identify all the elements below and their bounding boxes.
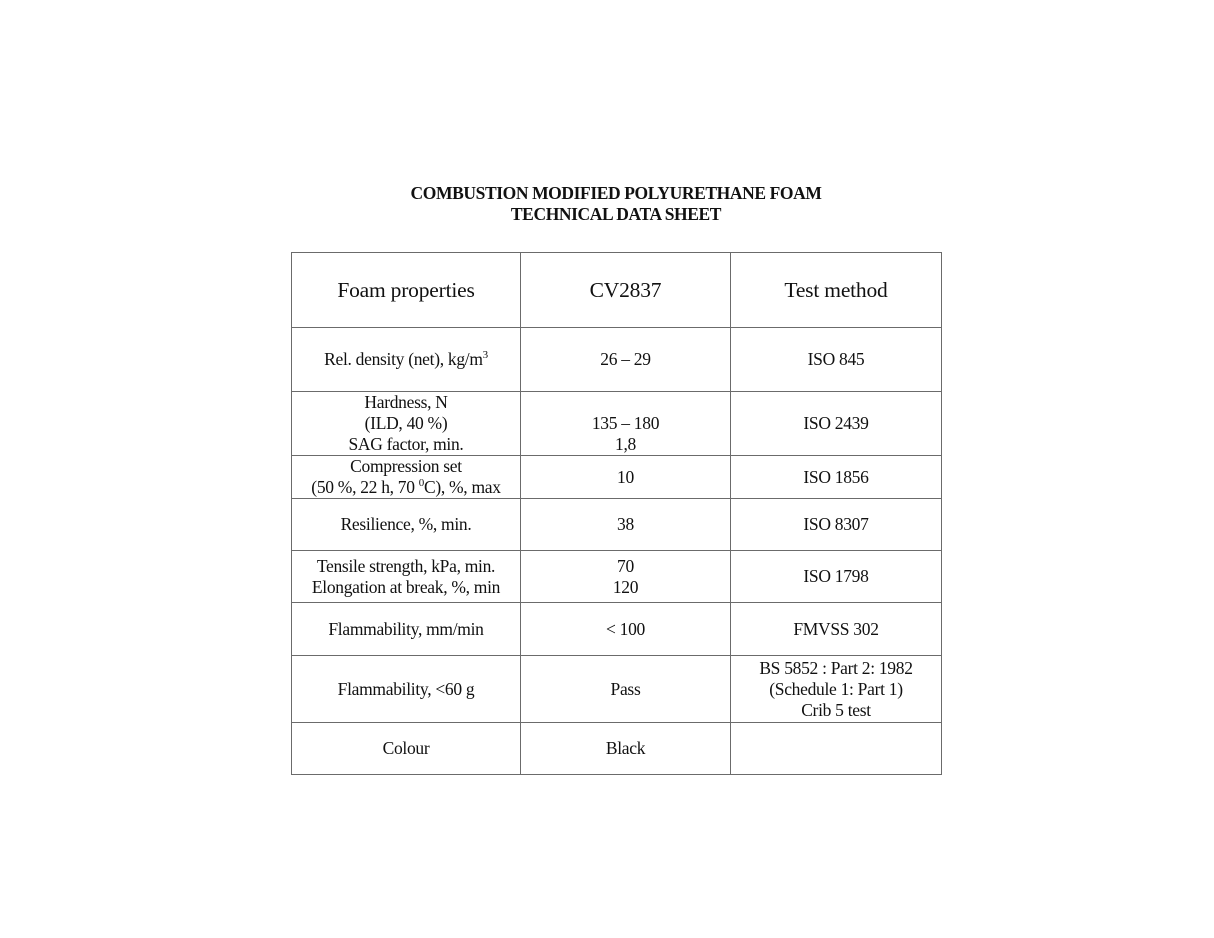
table-row-density bbox=[292, 328, 942, 392]
value-cell: Black bbox=[521, 723, 731, 775]
value-cell: < 100 bbox=[521, 603, 731, 656]
method-cell: ISO 2439 bbox=[731, 392, 942, 456]
property-cell: Resilience, %, min. bbox=[292, 499, 521, 551]
table-row-tensile bbox=[292, 551, 942, 603]
property-cell: Tensile strength, kPa, min. Elongation at break, %, min bbox=[292, 551, 521, 603]
title-line-2: TECHNICAL DATA SHEET bbox=[510, 204, 722, 224]
table-row-compression-set bbox=[292, 456, 942, 499]
table-header-row bbox=[292, 253, 942, 328]
property-cell: Flammability, <60 g bbox=[292, 656, 521, 723]
value-cell: Pass bbox=[521, 656, 731, 723]
document-title bbox=[0, 183, 1214, 225]
table-row-resilience bbox=[292, 499, 942, 551]
property-cell: Flammability, mm/min bbox=[292, 603, 521, 656]
table-row-flammability-rate bbox=[292, 603, 942, 656]
method-cell: ISO 1798 bbox=[731, 551, 942, 603]
value-cell: 38 bbox=[521, 499, 731, 551]
property-cell: Colour bbox=[292, 723, 521, 775]
superscript: 3 bbox=[482, 349, 488, 361]
technical-data-table bbox=[291, 252, 942, 775]
method-cell: ISO 845 bbox=[731, 328, 942, 392]
header-foam-properties: Foam properties bbox=[292, 253, 521, 328]
table-row-hardness bbox=[292, 392, 942, 456]
property-cell: Hardness, N (ILD, 40 %) SAG factor, min. bbox=[292, 392, 521, 456]
value-cell: 10 bbox=[521, 456, 731, 499]
superscript: 0 bbox=[418, 477, 424, 489]
header-test-method: Test method bbox=[731, 253, 942, 328]
header-product-code: CV2837 bbox=[521, 253, 731, 328]
title-line-1: COMBUSTION MODIFIED POLYURETHANE FOAM bbox=[410, 183, 822, 203]
property-cell: Rel. density (net), $kg/m^3$ bbox=[292, 328, 521, 392]
value-cell: 26 – 29 bbox=[521, 328, 731, 392]
method-cell: BS 5852 : Part 2: 1982 (Schedule 1: Part 1) Crib 5 test bbox=[731, 656, 942, 723]
value-cell: 70 120 bbox=[521, 551, 731, 603]
method-cell bbox=[731, 723, 942, 775]
method-cell: ISO 1856 bbox=[731, 456, 942, 499]
method-cell: ISO 8307 bbox=[731, 499, 942, 551]
method-cell: FMVSS 302 bbox=[731, 603, 942, 656]
table-row-flammability-crib bbox=[292, 656, 942, 723]
value-cell: 135 – 180 1,8 bbox=[521, 392, 731, 456]
property-cell: Compression set (50 %, 22 h, 70 $^0$C), %, max bbox=[292, 456, 521, 499]
table-row-colour bbox=[292, 723, 942, 775]
